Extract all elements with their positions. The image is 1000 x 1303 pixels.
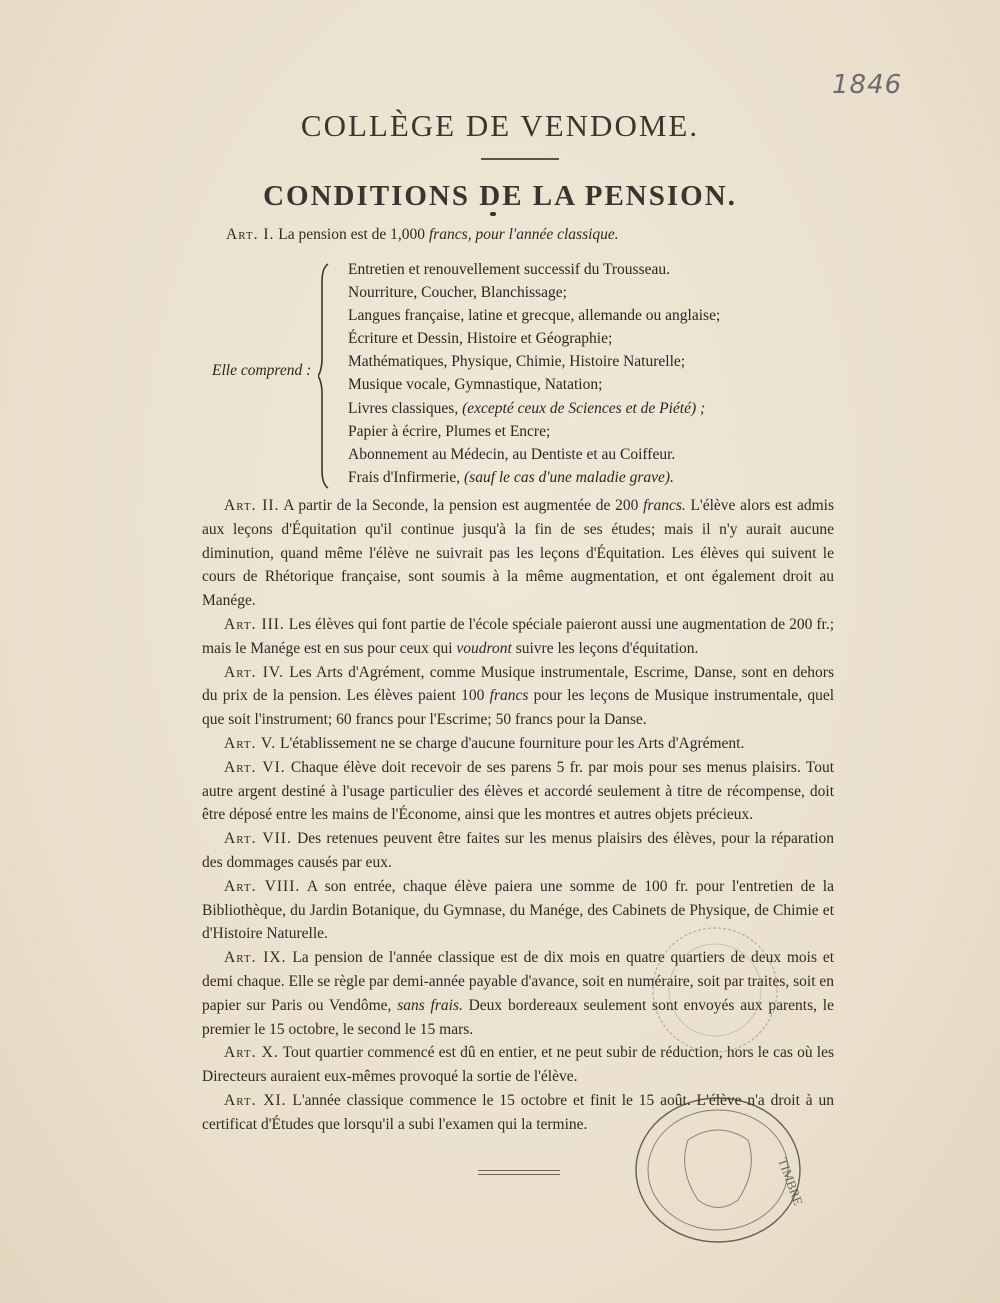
closing-rule xyxy=(478,1170,560,1175)
article-9: Art. IX. La pension de l'année classique est de dix mois en quatre quartiers de deux mois et demi chaque. Elle se règle par demi-année payable d'avance, soit en numéraire, soit par traites, soit en papier sur Paris ou Vendôme, sans frais. Deux bordereaux seulement sont envoyés aux parents, le premier le 15 octobre, le second le 15 mars. xyxy=(202,949,835,1038)
subtitle-ornament xyxy=(490,212,496,216)
article-8: Art. VIII. A son entrée, chaque élève paiera une somme de 100 fr. pour l'entretien de la Bibliothèque, du Jardin Botanique, du Gymnase, du Manége, des Cabinets de Physique, de Chimie et d'Histoire Naturelle. xyxy=(202,877,834,943)
article-3: Art. III. Les élèves qui font partie de l'école spéciale paieront aussi une augmentation de 200 fr.; mais le Manége est en sus pour ceux qui voudront suivre les leçons d'équitation. xyxy=(202,615,835,657)
comprend-list xyxy=(348,258,720,489)
list-item: Mathématiques, Physique, Chimie, Histoire Naturelle; xyxy=(348,353,686,371)
article-5: Art. V. L'établissement ne se charge d'aucune fourniture pour les Arts d'Agrément. xyxy=(224,734,745,752)
list-item: Musique vocale, Gymnastique, Natation; xyxy=(348,376,603,394)
article-10: Art. X. Tout quartier commencé est dû en entier, et ne peut subir de réduction, hors le cas où les Directeurs auraient eux-mêmes provoqué la sortie de l'élève. xyxy=(202,1044,834,1086)
list-item: Abonnement au Médecin, au Dentiste et au Coiffeur. xyxy=(348,445,676,463)
list-item: Frais d'Infirmerie, (sauf le cas d'une maladie grave). xyxy=(348,468,674,486)
list-item: Écriture et Dessin, Histoire et Géographie; xyxy=(348,330,613,348)
list-item: Entretien et renouvellement successif du Trousseau. xyxy=(348,261,670,278)
article-7: Art. VII. Des retenues peuvent être faites sur les menus plaisirs des élèves, pour la réparation des dommages causés par eux. xyxy=(202,830,834,871)
article-1-italic: francs, pour l'année classique. xyxy=(428,226,619,243)
list-item: Nourriture, Coucher, Blanchissage; xyxy=(348,284,567,302)
tax-stamp-icon xyxy=(628,1090,808,1250)
list-item: Langues française, latine et grecque, allemande ou anglaise; xyxy=(348,307,721,325)
document-subtitle: CONDITIONS DE LA PENSION. xyxy=(263,180,737,212)
article-1 xyxy=(226,226,619,244)
list-item: Livres classiques, (excepté ceux de Sciences et de Piété) ; xyxy=(348,399,706,417)
list-item: Papier à écrire, Plumes et Encre; xyxy=(348,422,551,440)
article-4: Art. IV. Les Arts d'Agrément, comme Musique instrumentale, Escrime, Danse, sont en dehors du prix de la pension. Les élèves paient 100 francs pour les leçons de Musique instrumentale, quel que soit l'instrument; 60 francs pour l'Escrime; 50 francs pour la Danse. xyxy=(202,663,835,729)
handwritten-year-note: 1846 xyxy=(832,70,903,100)
article-1-label: Art. I. xyxy=(226,226,275,243)
article-6: Art. VI. Chaque élève doit recevoir de ses parens 5 fr. par mois pour ses menus plaisirs. Tout autre argent destiné à l'usage particulier des élèves et accordé seulement à titre de récompense, doit être déposé entre les mains de l'Économe, ainsi que les montres et autres objets précieux. xyxy=(202,758,834,824)
svg-text:TIMBRE: TIMBRE xyxy=(775,1155,807,1208)
curly-brace xyxy=(318,262,332,490)
title-divider xyxy=(481,158,559,160)
document-title: COLLÈGE DE VENDOME. xyxy=(300,108,700,143)
article-1-text: La pension est de 1,000 xyxy=(278,226,426,243)
article-11: Art. XI. L'année classique commence le 15 octobre et finit le 15 août. L'élève n'a droit à un certificat d'Études que lorsqu'il a subi l'examen qui la termine. xyxy=(202,1091,834,1133)
article-2: Art. II. A partir de la Seconde, la pension est augmentée de 200 francs. L'élève alors est admis aux leçons d'Équitation qu'il continue jusqu'à la fin de ses études; mais il n'y aurait aucune diminution, quand même l'élève ne suivrait pas les leçons d'Équitation. Les élèves qui suivent le cours de Rhétorique française, sont soumis à la même augmentation, et ont également droit au Manége. xyxy=(202,497,834,610)
embossed-seal-icon xyxy=(640,915,790,1065)
comprend-label: Elle comprend : xyxy=(212,362,312,379)
